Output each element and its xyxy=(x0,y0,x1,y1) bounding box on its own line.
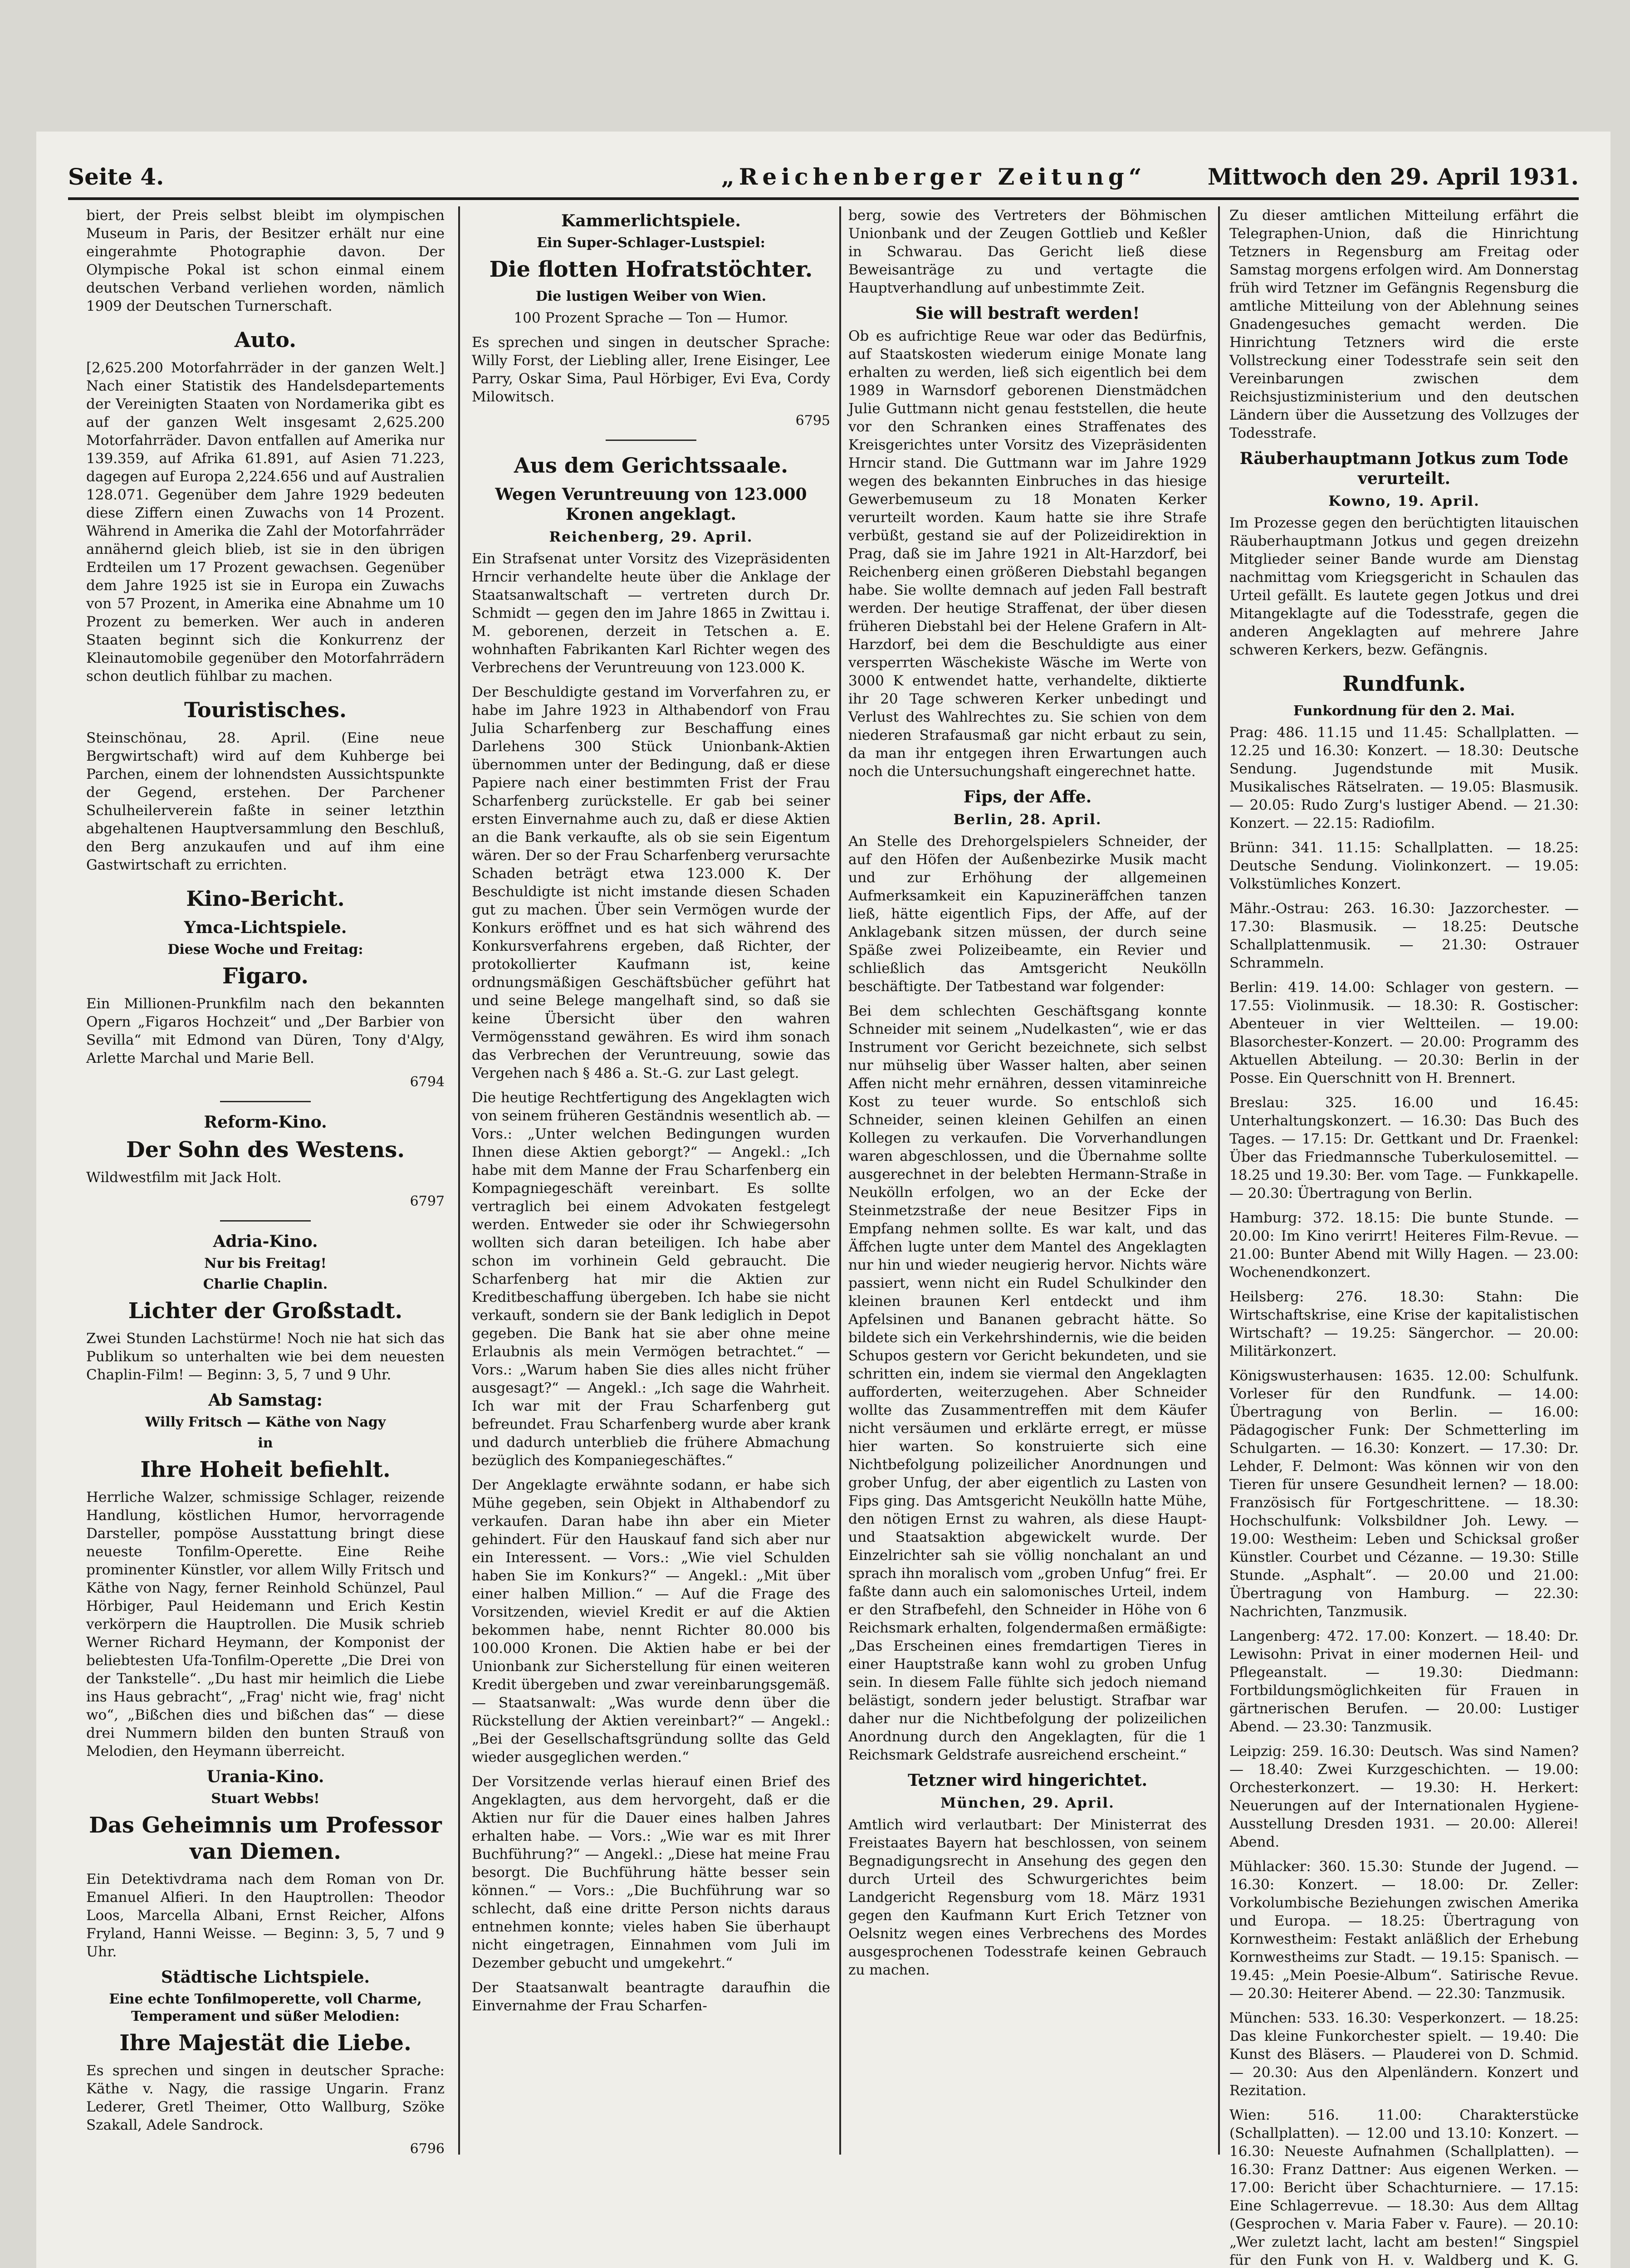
page-header xyxy=(68,159,1579,200)
court-heading: Aus dem Gerichtssaale. xyxy=(514,453,788,478)
ymca-description: Ein Millionen-Prunkfilm nach den bekannten Opern „Figaros Hochzeit“ und „Der Barbier von Sevilla“ mit Edmond van Düren, Tony d'Algy, Arlette Marchal und Marie Bell. xyxy=(86,996,445,1066)
kammer-cast: Es sprechen und singen in deutscher Sprache: Willy Forst, der Liebling aller, Irene Eisinger, Lee Parry, Oskar Sima, Paul Hörbiger, Evi Eva, Cordy Milowitsch. xyxy=(472,334,830,405)
separator xyxy=(220,1220,311,1222)
newspaper-title: „Reichenberger Zeitung“ xyxy=(721,163,1146,190)
page-number: Seite 4. xyxy=(68,163,164,190)
radio-station: Mähr.-Ostrau: 263. 16.30: Jazzorchester. — 17.30: Blasmusik. — 18.25: Deutsche Schallplattenmusik. — 21.30: Ostrauer Schrammeln. xyxy=(1229,900,1579,971)
issue-date: Mittwoch den 29. April 1931. xyxy=(1207,163,1579,190)
urania-sub: Stuart Webbs! xyxy=(211,1791,320,1807)
tetzner-continuation: Zu dieser amtlichen Mitteilung erfährt die Telegraphen-Union, daß die Hinrichtung Tetzners in Regensburg am Freitag oder Samstag morgens erfolgen wird. Am Donnerstag früh wird Tetzner im Gefängnis Regensburg die amtliche Mitteilung von der Ablehnung seines Gnadengesuches gemacht werden. Die Hinrichtung Tetzners wird die erste Vollstreckung einer Todesstrafe sein seit den Vereinbarungen zwischen dem Reichsjustizministerium und den deutschen Ländern über die Aussetzung des Vollzuges der Todesstrafe. xyxy=(1229,207,1579,441)
column-4 xyxy=(1229,206,1579,2268)
adria-schedule: Nur bis Freitag! xyxy=(204,1256,327,1271)
cinema-report-heading: Kino-Bericht. xyxy=(186,886,345,911)
tetzner-dateline: München, 29. April. xyxy=(940,1795,1115,1811)
column-divider xyxy=(1218,206,1220,2155)
column-divider xyxy=(839,206,841,2155)
radio-station: Heilsberg: 276. 18.30: Stahn: Die Wirtschaftskrise, eine Krise der kapitalistischen Wirtschaft? — 19.25: Sängerchor. — 20.00: Militärkonzert. xyxy=(1229,1289,1579,1359)
separator xyxy=(220,1101,311,1102)
tetzner-heading: Tetzner wird hingerichtet. xyxy=(907,1771,1148,1790)
urania-description: Ein Detektivdrama nach dem Roman von Dr. Emanuel Alfieri. In den Hauptrollen: Theodor Loos, Marcella Albani, Ernst Reicher, Alfons Fryland, Hanni Weisse. — Beginn: 3, 5, 7 und 9 Uhr. xyxy=(86,1871,445,1960)
tetzner-paragraph: Amtlich wird verlautbart: Der Ministerrat des Freistaates Bayern hat beschlossen, von seinem Begnadigungsrecht in Ansehung des gegen den durch Urteil des Schwurgerichtes beim Landgericht Regensburg vom 18. März 1931 gegen den Kaufmann Kurt Erich Tetzner von Oelsnitz wegen eines Verbrechens des Mordes ausgesprochenen Todesstrafe keinen Gebrauch zu machen. xyxy=(848,1817,1207,1978)
reform-film-title: Der Sohn des Westens. xyxy=(126,1137,405,1163)
radio-station: Langenberg: 472. 17.00: Konzert. — 18.40: Dr. Lewisohn: Privat in einer modernen Heil- und Pflegeanstalt. — 19.30: Diedmann: Fortbildungsmöglichkeiten für Frauen in gärtnerischen Berufen. — 20.00: Lustiger Abend. — 23.30: Tanzmusik. xyxy=(1229,1628,1579,1735)
robber-dateline: Kowno, 19. April. xyxy=(1328,493,1480,509)
adria-film-title: Lichter der Großstadt. xyxy=(128,1298,403,1324)
radio-station: Hamburg: 372. 18.15: Die bunte Stunde. — 20.00: Im Kino verirrt! Heiteres Film-Revue. — 21.00: Bunter Abend mit Willy Hagen. — 23.00: Wochenendkonzert. xyxy=(1229,1210,1579,1281)
fips-heading: Fips, der Affe. xyxy=(963,787,1092,807)
column-2 xyxy=(472,206,830,2155)
city-cinema-ref-number: 6796 xyxy=(410,2141,445,2157)
radio-station: Königswusterhausen: 1635. 12.00: Schulfunk. Vorleser für den Rundfunk. — 14.00: Übertragung von Berlin. — 16.00: Pädagogischer Funk: Der Schmetterling im Schulgarten. — 16.30: Konzert. — 17.30: Dr. Lehder, F. Delmont: Was können wir von den Tieren für unsere Gesundheit lernen? — 18.00: Französisch für Fortgeschrittene. — 18.30: Hochschulfunk: Volksbildner Joh. Lewy. — 19.00: Westheim: Leben und Schicksal großer Künstler. Courbet und Cézanne. — 19.30: Stille Stunde. „Asphalt“. — 20.00 und 21.00: Übertragung von Hamburg. — 22.30: Nachrichten, Tanzmusik. xyxy=(1229,1368,1579,1620)
saturday-film-title: Ihre Hoheit befiehlt. xyxy=(140,1457,391,1482)
kammer-cinema-heading: Kammerlichtspiele. xyxy=(561,211,741,230)
fips-paragraph: Bei dem schlechten Geschäftsgang konnte Schneider mit seinem „Nudelkasten“, wie er das Instrument vor Gericht bezeichnete, sich selbst nur mühselig über Wasser halten, aber seinen Affen nicht mehr ernähren, dessen vitaminreiche Kost zu teuer wurde. So entschloß sich Schneider, seinen kleinen Gehilfen an einen Kollegen zu verkaufen. Die Vorverhandlungen waren abgeschlossen, und die Übernahme sollte ausgerechnet in der belebten Hermann-Straße in Neukölln erfolgen, wo an der Ecke der Steinmetzstraße der neue Besitzer Fips in Empfang nehmen sollte. Es war kalt, und das Äffchen lugte unter dem Mantel des Angeklagten nur hin und wieder neugierig hervor. Nichts wäre passiert, wenn nicht ein Rudel Schulkinder den kleinen braunen Kerl entdeckt und ihm Apfelsinen und Bananen gebracht hätte. So bildete sich ein Verkehrshindernis, wie die beiden Schupos gestern vor Gericht bekundeten, und sie schritten ein, indem sie viermal den Angeklagten aufforderten, weiterzugehen. Aber Schneider wollte das Zusammentreffen mit dem Käufer nicht versäumen und erklärte erregt, er müsse hier warten. So konstruierte sich eine Nichtbefolgung polizeilicher Anordnungen und grober Unfug, der aber eigentlich zu Lasten von Fips ging. Das Amtsgericht Neukölln hatte Mühe, den nötigen Ernst zu wahren, als diese Haupt- und Staatsaktion abgewickelt wurde. Der Einzelrichter sah sie völlig nonchalant an und sprach ihn moralisch vom „groben Unfug“ frei. Er faßte dann auch ein salomonisches Urteil, indem er den Strafbefehl, den Schneider in Höhe von 6 Reichsmark erhalten, folgendermaßen ermäßigte: „Das Erscheinen eines fremdartigen Tieres in einer Hauptstraße kann wohl zu groben Unfug sein. In diesem Falle fühlte sich jedoch niemand belästigt, sondern jeder belustigt. Strafbar war daher nur die Nichtbefolgung der polizeilichen Anordnung durch den Angeklagten, für die 1 Reichsmark Geldstrafe ausreichend erscheint.“ xyxy=(848,1003,1207,1763)
reform-ref-number: 6797 xyxy=(410,1193,445,1209)
kammer-film-title: Die flotten Hofratstöchter. xyxy=(489,257,813,282)
radio-station: Leipzig: 259. 16.30: Deutsch. Was sind Namen? — 18.40: Zwei Kurzgeschichten. — 19.00: Orchesterkonzert. — 19.30: H. Herkert: Neuerungen auf der Internationalen Hygiene-Ausstellung Dresden 1931. — 20.00: Allerei! Abend. xyxy=(1229,1743,1579,1850)
court-paragraph: Der Beschuldigte gestand im Vorverfahren zu, er habe im Jahre 1923 in Althabendorf von Frau Julia Scharfenberg zur Beschaffung eines Darlehens 300 Stück Unionbank-Aktien übernommen unter der Bedingung, daß er diese Papiere nach einer bestimmten Frist der Frau Scharfenberg zurückstelle. Er gab bei seiner ersten Einvernahme auch zu, daß er diese Aktien an die Bank verkaufte, als ob sie sein Eigentum wären. Der so der Frau Scharfenberg verursachte Schaden beträgt etwa 123.000 K. Der Beschuldigte ist nicht imstande diesen Schaden gut zu machen. Über sein Vermögen wurde der Konkurs eröffnet und es hat sich während des Konkursverfahrens ergeben, daß Richter, der protokollierter Kaufmann ist, keine ordnungsmäßigen Geschäftsbücher geführt hat und seine Belege mangelhaft sind, so daß sie keine Übersicht über den wahren Vermögensstand gewähren. Es wird ihm sonach das Verbrechen der Veruntreuung, sowie das Vergehen nach § 486 a. St.-G. zur Last gelegt. xyxy=(472,684,830,1081)
robber-article: Im Prozesse gegen den berüchtigten litauischen Räuberhauptmann Jotkus und gegen dreizehn Mitglieder seiner Bande wurde am Dienstag nachmittag vom Kriegsgericht in Schaulen das Urteil gefällt. Es lautete gegen Jotkus und drei Mitangeklagte auf die Todesstrafe, gegen die anderen Angeklagten auf mehrere Jahre schweren Kerkers, bezw. Gefängnis. xyxy=(1229,515,1579,658)
court-paragraph: Der Staatsanwalt beantragte daraufhin die Einvernahme der Frau Scharfen- xyxy=(472,1980,830,2014)
fips-dateline: Berlin, 28. April. xyxy=(953,811,1102,828)
radio-station: Wien: 516. 11.00: Charakterstücke (Schallplatten). — 12.00 und 13.10: Konzert. — 16.30: Neueste Aufnahmen (Schallplatten). — 16.30: Franz Dattner: Aus eigenen Werken. — 17.00: Bericht über Schachturniere. — 17.15: Eine Schlagerrevue. — 18.30: Aus dem Alltag (Gesprochen v. Maria Faber v. Faure). — 20.10: „Wer zuletzt lacht, lacht am besten!“ Singspiel für den Funk von H. v. Waldberg und K. G. xyxy=(1229,2107,1579,2268)
urania-film-title: Das Geheimnis um Professor van Diemen. xyxy=(89,1813,442,1864)
reform-cinema-heading: Reform-Kino. xyxy=(204,1113,327,1132)
city-film-title: Ihre Majestät die Liebe. xyxy=(119,2030,411,2056)
separator xyxy=(606,440,696,441)
court-dateline: Reichenberg, 29. April. xyxy=(549,529,753,545)
touristic-article: Steinschönau, 28. April. (Eine neue Bergwirtschaft) wird auf dem Kuhberge bei Parchen, einem der lohnendsten Aussichtspunkte der Gegend, erstehen. Der Parchener Schulheilerverein faßte in seiner letzthin abgehaltenen Hauptversammlung den Beschluß, den Berg anzukaufen und auf ihm eine Gastwirtschaft zu errichten. xyxy=(86,730,445,873)
urania-cinema-heading: Urania-Kino. xyxy=(206,1767,324,1786)
radio-station: Brünn: 341. 11.15: Schallplatten. — 18.25: Deutsche Sendung. Violinkonzert. — 19.05: Volkstümliches Konzert. xyxy=(1229,840,1579,892)
court-paragraph: Ein Strafsenat unter Vorsitz des Vizepräsidenten Hrncir verhandelte heute über die Anklage der Staatsanwaltschaft — vertreten durch Dr. Schmidt — gegen den im Jahre 1865 in Zwittau i. M. geborenen, derzeit in Tetschen a. E. wohnhaften Fabrikanten Karl Richter wegen des Verbrechens der Veruntreuung von 123.000 K. xyxy=(472,551,830,676)
column-3 xyxy=(848,206,1207,2155)
saturday-stars: Willy Fritsch — Käthe von Nagy xyxy=(145,1414,386,1430)
column-1 xyxy=(86,206,445,2155)
saturday-in: in xyxy=(258,1435,273,1451)
ymca-ref-number: 6794 xyxy=(410,1074,445,1090)
column-divider xyxy=(458,206,460,2155)
touristic-heading: Touristisches. xyxy=(184,698,347,722)
kammer-subtitle: Die lustigen Weiber von Wien. xyxy=(535,288,767,304)
radio-station: Prag: 486. 11.15 und 11.45: Schallplatten. — 12.25 und 16.30: Konzert. — 18.30: Deutsche Sendung. Jugendstunde mit Musik. Musikalisches Rätselraten. — 19.05: Blasmusik. — 20.05: Rudo Zurg's lustiger Abend. — 21.30: Konzert. — 22.15: Radiofilm. xyxy=(1229,724,1579,831)
saturday-description: Herrliche Walzer, schmissige Schlager, reizende Handlung, köstlichen Humor, hervorragende Darsteller, pompöse Ausstattung bringt diese neueste Tonfilm-Operette. Eine Reihe prominenter Künstler, vor allem Willy Fritsch und Käthe von Nagy, ferner Reinhold Schünzel, Paul Hörbiger, Paul Heidemann und Erich Kestin verkörpern die Hauptrollen. Die Musik schrieb Werner Richard Heymann, der Komponist der beliebtesten Ufa-Tonfilm-Operette „Die Drei von der Tankstelle“. „Du hast mir heimlich die Liebe ins Haus gebracht“, „Frag' nicht wie, frag' nicht wo“, „Bißchen dies und bißchen das“ — diese drei Nummern bilden den bunten Strauß von Melodien, den Heymann überreicht. xyxy=(86,1489,445,1760)
court-paragraph: Der Angeklagte erwähnte sodann, er habe sich Mühe gegeben, sein Objekt in Althabendorf zu verkaufen. Daran habe ihn aber ein Mieter gehindert. Für den Hauskauf fand sich aber nur ein Interessent. — Vors.: „Wie viel Schulden haben Sie im Konkurs?“ — Angekl.: „Mit über einer halben Million.“ — Auf die Frage des Vorsitzenden, wieviel Kredit er auf die Aktien bekommen habe, nennt Richter 80.000 bis 100.000 Kronen. Die Aktien habe er bei der Unionbank zur Sicherstellung für einen weiteren Kredit übergeben und zwar vereinbarungsgemäß. — Staatsanwalt: „Was wurde denn über die Rückstellung der Aktien vereinbart?“ — Angekl.: „Bei der Gesellschaftsgründung sollte das Geld wieder ausgeglichen werden.“ xyxy=(472,1477,830,1765)
reform-description: Wildwestfilm mit Jack Holt. xyxy=(86,1169,282,1186)
adria-star: Charlie Chaplin. xyxy=(203,1276,328,1292)
radio-station: Mühlacker: 360. 15.30: Stunde der Jugend. — 16.30: Konzert. — 18.00: Dr. Zeller: Vorkolumbische Beziehungen zwischen Amerika und Europa. — 18.25: Übertragung von Kornwestheim: Festakt anläßlich der Erhebung Kornwestheims zur Stadt. — 19.15: Spanisch. — 19.45: „Mein Poesie-Album“. Satirische Revue. — 20.30: Heiterer Abend. — 22.30: Tanzmusik. xyxy=(1229,1858,1579,2002)
city-cinema-sub: Eine echte Tonfilmoperette, voll Charme, Temperament und süßer Melodien: xyxy=(109,1991,422,2024)
kammer-tagline: 100 Prozent Sprache — Ton — Humor. xyxy=(514,310,788,326)
radio-subheading: Funkordnung für den 2. Mai. xyxy=(1293,703,1515,719)
court-subheading: Wegen Veruntreuung von 123.000 Kronen angeklagt. xyxy=(495,485,807,524)
radio-station: Breslau: 325. 16.00 und 16.45: Unterhaltungskonzert. — 16.30: Das Buch des Tages. — 17.15: Dr. Gettkant und Dr. Fraenkel: Über das Friedmannsche Tuberkulosemittel. — 18.25 und 19.30: Ber. vom Tage. — Funkkapelle. — 20.30: Übertragung von Berlin. xyxy=(1229,1095,1579,1202)
court-continuation: berg, sowie des Vertreters der Böhmischen Unionbank und der Zeugen Gottlieb und Keßler in Schwarau. Das Gericht ließ diese Beweisanträge zu und vertagte die Hauptverhandlung auf unbestimmte Zeit. xyxy=(848,207,1207,296)
fips-paragraph: An Stelle des Drehorgelspielers Schneider, der auf den Höfen der Außenbezirke Musik macht und zur Erhöhung der allgemeinen Aufmerksamkeit ein Kapuzineräffchen tanzen ließ, hätte eigentlich Fips, der Affe, auf der Anklagebank sitzen müssen, der durch seine Späße zwei Polizeibeamte, ein Revier und schließlich das Amtsgericht Neukölln beschäftigte. Der Tatbestand war folgender: xyxy=(848,833,1207,995)
adria-cinema-heading: Adria-Kino. xyxy=(213,1232,318,1251)
robber-heading: Räuberhauptmann Jotkus zum Tode verurteilt. xyxy=(1239,449,1569,488)
kammer-ref-number: 6795 xyxy=(795,413,830,429)
header-rule xyxy=(68,197,1579,200)
punished-heading: Sie will bestraft werden! xyxy=(915,304,1140,323)
punished-article: Ob es aufrichtige Reue war oder das Bedürfnis, auf Staatskosten wiederum einige Monate lang erhalten zu werden, ließ sich eigentlich bei dem 1989 in Warnsdorf geborenen Dienstmädchen Julie Guttmann nicht genau feststellen, die heute vor den Schranken eines Straffenates des Kreisgerichtes unter Vorsitz des Vizepräsidenten Hrncir stand. Die Guttmann war im Jahre 1929 wegen des bekannten Einbruches in das hiesige Gewerbemuseum zu 18 Monaten Kerker verurteilt worden. Kaum hatte sie ihre Strafe verbüßt, gestand sie auf der Polizeidirektion in Prag, daß sie im Jahre 1921 in Alt-Harzdorf, bei Reichenberg einen größeren Diebstahl begangen habe. Sie wollte demnach auf jeden Fall bestraft werden. Der heutige Straffenat, der über diesen früheren Diebstahl bei der Helene Grafern in Alt-Harzdorf, bei dem die Beschuldigte aus einer versperrten Wäschekiste Wäsche im Werte von 3000 K entwendet hatte, verhandelte, diktierte ihr 20 Tage schweren Kerker unbedingt und Verlust des Wahlrechtes zu. Sie schien von dem niederen Strafausmaß gar nicht erbaut zu sein, da man ihr entgegen ihren Erwartungen auch noch die Untersuchungshaft eingerechnet hatte. xyxy=(848,328,1207,780)
auto-heading: Auto. xyxy=(234,327,297,352)
auto-article: [2,625.200 Motorfahrräder in der ganzen Welt.] Nach einer Statistik des Handelsdepartements der Vereinigten Staaten von Nordamerika gibt es auf der ganzen Welt insgesamt 2,625.200 Motorfahrräder. Davon entfallen auf Amerika nur 139.359, auf Afrika 61.891, auf Asien 71.223, dagegen auf Europa 2,224.656 und auf Australien 128.071. Gegenüber dem Jahre 1929 bedeuten diese Ziffern einen Zuwachs von 14 Prozent. Während in Amerika die Zahl der Motorfahrräder annähernd gleich blieb, ist sie in den übrigen Erdteilen um 17 Prozent gewachsen. Gegenüber dem Jahre 1925 ist sie in Europa ein Zuwachs von 57 Prozent, in Amerika eine Abnahme um 10 Prozent zu bemerken. Wer auch in anderen Staaten beginnt sich die Konkurrenz der Kleinautomobile gegenüber den Motorfahrrädern schon deutlich fühlbar zu machen. xyxy=(86,360,445,684)
olympic-continuation: biert, der Preis selbst bleibt im olympischen Museum in Paris, der Besitzer erhält nur eine eingerahmte Photographie davon. Der Olympische Pokal ist schon einmal einem deutschen Verband verliehen worden, nämlich 1909 der Deutschen Turnerschaft. xyxy=(86,207,445,314)
adria-description: Zwei Stunden Lachstürme! Noch nie hat sich das Publikum so unterhalten wie bei dem neuesten Chaplin-Film! — Beginn: 3, 5, 7 und 9 Uhr. xyxy=(86,1330,445,1383)
radio-heading: Rundfunk. xyxy=(1342,671,1466,696)
city-cinema-heading: Städtische Lichtspiele. xyxy=(161,1968,370,1987)
court-paragraph: Die heutige Rechtfertigung des Angeklagten wich von seinem früheren Geständnis wesentlich ab. — Vors.: „Unter welchen Bedingungen wurden Ihnen diese Aktien geborgt?“ — Angekl.: „Ich habe mit dem Manne der Frau Scharfenberg ein Kompagniegeschäft vereinbart. Es sollte vertraglich bei einem Advokaten festgelegt werden. Entweder sie oder ihr Schwiegersohn wollten sich daran beteiligen. Ich habe aber schon im vorhinein Geld gebraucht. Die Scharfenberg hat mir die Aktien zur Kreditbeschaffung übergeben. Ich habe sie nicht verkauft, sondern sie der Bank lediglich in Depot gegeben. Die Bank hat sie aber ohne meine Erlaubnis als mein Vermögen betrachtet.“ — Vors.: „Warum haben Sie dies alles nicht früher ausgesagt?“ — Angekl.: „Ich sage die Wahrheit. Ich war mit der Frau Scharfenberg gut befreundet. Frau Scharfenberg wurde aber krank und dadurch unterblieb die frühere Abmachung bezüglich des Kompaniegeschäftes.“ xyxy=(472,1090,830,1469)
radio-station: Berlin: 419. 14.00: Schlager von gestern. — 17.55: Violinmusik. — 18.30: R. Gostischer: Abenteuer in vier Weltteilen. — 19.00: Blasorchester-Konzert. — 20.00: Programm des Aktuellen Abteilung. — 20.30: Berlin in der Posse. Ein Querschnitt von H. Brennert. xyxy=(1229,979,1579,1086)
ymca-cinema-heading: Ymca-Lichtspiele. xyxy=(184,918,347,937)
court-paragraph: Der Vorsitzende verlas hierauf einen Brief des Angeklagten, aus dem hervorgeht, daß er die Aktien nur für die Dauer eines halben Jahres erhalten habe. — Vors.: „Wie war es mit Ihrer Buchführung?“ — Angekl.: „Diese hat meine Frau besorgt. Die Buchführung hätte besser sein können.“ — Vors.: „Die Buchführung war so schlecht, daß eine dritte Person nichts daraus entnehmen konnte; vieles haben Sie überhaupt nicht eingetragen, Einnahmen vom Juli im Dezember gebucht und umgekehrt.“ xyxy=(472,1774,830,1971)
radio-station: München: 533. 16.30: Vesperkonzert. — 18.25: Das kleine Funkorchester spielt. — 19.40: Die Kunst des Bläsers. — Plauderei von D. Schmid. — 20.30: Aus den Alpenländern. Konzert und Rezitation. xyxy=(1229,2010,1579,2099)
ymca-film-title: Figaro. xyxy=(222,963,309,989)
kammer-sub: Ein Super-Schlager-Lustspiel: xyxy=(537,235,765,251)
saturday-heading: Ab Samstag: xyxy=(208,1391,323,1410)
city-cinema-description: Es sprechen und singen in deutscher Sprache: Käthe v. Nagy, die rassige Ungarin. Franz Lederer, Gretl Theimer, Otto Wallburg, Szöke Szakall, Adele Sandrock. xyxy=(86,2063,445,2133)
ymca-schedule: Diese Woche und Freitag: xyxy=(167,942,363,958)
